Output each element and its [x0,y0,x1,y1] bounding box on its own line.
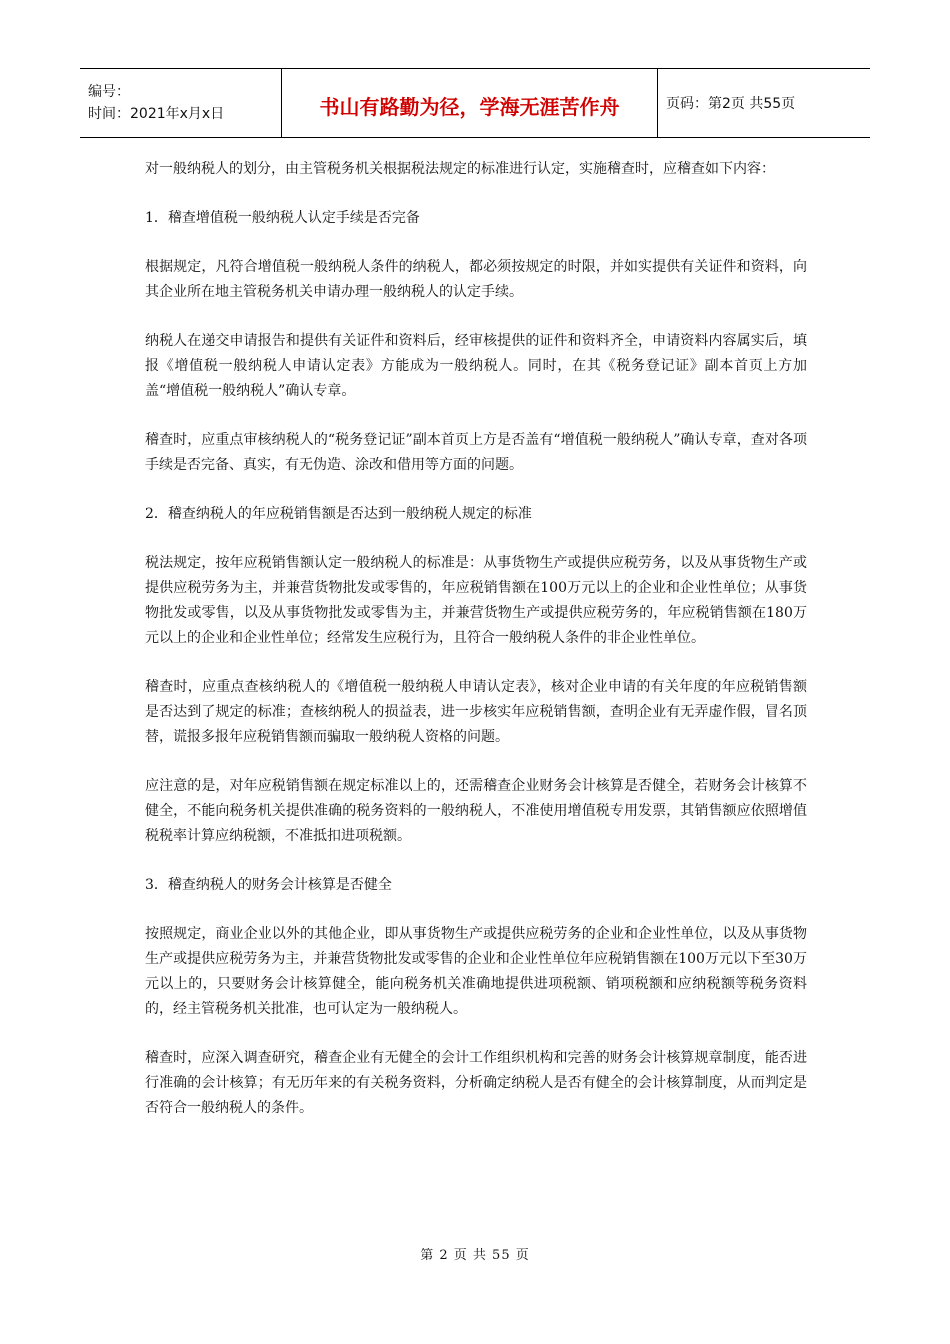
page-footer: 第 2 页 共 55 页 [420,1248,530,1263]
paragraph: 稽查时，应深入调查研究，稽查企业有无健全的会计工作组织机构和完善的财务会计核算规章制度，能否进行准确的会计核算；有无历年来的有关税务资料，分析确定纳税人是否有健全的会计核算制度，从而判定是否符合一般纳税人的条件。 [145,1050,807,1116]
paragraph: 按照规定，商业企业以外的其他企业，即从事货物生产或提供应税劳务的企业和企业性单位，以及从事货物生产或提供应税劳务为主，并兼营货物批发或零售的企业和企业性单位年应税销售额在100万元以下至30万元以上的，只要财务会计核算健全，能向税务机关准确地提供进项税额、销项税额和应纳税额等税务资料的，经主管税务机关批准，也可认定为一般纳税人。 [145,926,807,1017]
date-label: 时间：2021年x月x日 [88,106,225,122]
section-heading: 2．稽查纳税人的年应税销售额是否达到一般纳税人规定的标准 [145,506,532,522]
header-page-info: 页码：第2页 共55页 [666,96,796,112]
header-motto: 书山有路勤为径，学海无涯苦作舟 [282,69,658,137]
document-body [145,157,807,1145]
paragraph: 税法规定，按年应税销售额认定一般纳税人的标准是：从事货物生产或提供应税劳务，以及从事货物生产或提供应税劳务为主，并兼营货物批发或零售的，年应税销售额在100万元以上的企业和企业性单位；从事货物批发或零售，以及从事货物批发或零售为主，并兼营货物生产或提供应税劳务的，年应税销售额在180万元以上的企业和企业性单位；经常发生应税行为，且符合一般纳税人条件的非企业性单位。 [145,555,807,646]
number-label: 编号： [88,84,130,100]
section-heading: 1．稽查增值税一般纳税人认定手续是否完备 [145,210,420,226]
page-header [80,68,870,138]
paragraph: 稽查时，应重点审核纳税人的“税务登记证”副本首页上方是否盖有“增值税一般纳税人”确认专章，查对各项手续是否完备、真实，有无伪造、涂改和借用等方面的问题。 [145,432,807,473]
header-left-cell [80,69,282,137]
section-heading: 3．稽查纳税人的财务会计核算是否健全 [145,877,392,893]
paragraph: 对一般纳税人的划分，由主管税务机关根据税法规定的标准进行认定，实施稽查时，应稽查如下内容： [145,161,775,177]
paragraph: 纳税人在递交申请报告和提供有关证件和资料后，经审核提供的证件和资料齐全，申请资料内容属实后，填报《增值税一般纳税人申请认定表》方能成为一般纳税人。同时，在其《税务登记证》副本首页上方加盖“增值税一般纳税人”确认专章。 [145,333,807,399]
paragraph: 稽查时，应重点查核纳税人的《增值税一般纳税人申请认定表》，核对企业申请的有关年度的年应税销售额是否达到了规定的标准；查核纳税人的损益表，进一步核实年应税销售额，查明企业有无弄虚作假，冒名顶替，谎报多报年应税销售额而骗取一般纳税人资格的问题。 [145,679,807,745]
paragraph: 应注意的是，对年应税销售额在规定标准以上的，还需稽查企业财务会计核算是否健全，若财务会计核算不健全，不能向税务机关提供准确的税务资料的一般纳税人，不准使用增值税专用发票，其销售额应依照增值税税率计算应纳税额，不准抵扣进项税额。 [145,778,807,844]
paragraph: 根据规定，凡符合增值税一般纳税人条件的纳税人，都必须按规定的时限，并如实提供有关证件和资料，向其企业所在地主管税务机关申请办理一般纳税人的认定手续。 [145,259,807,300]
